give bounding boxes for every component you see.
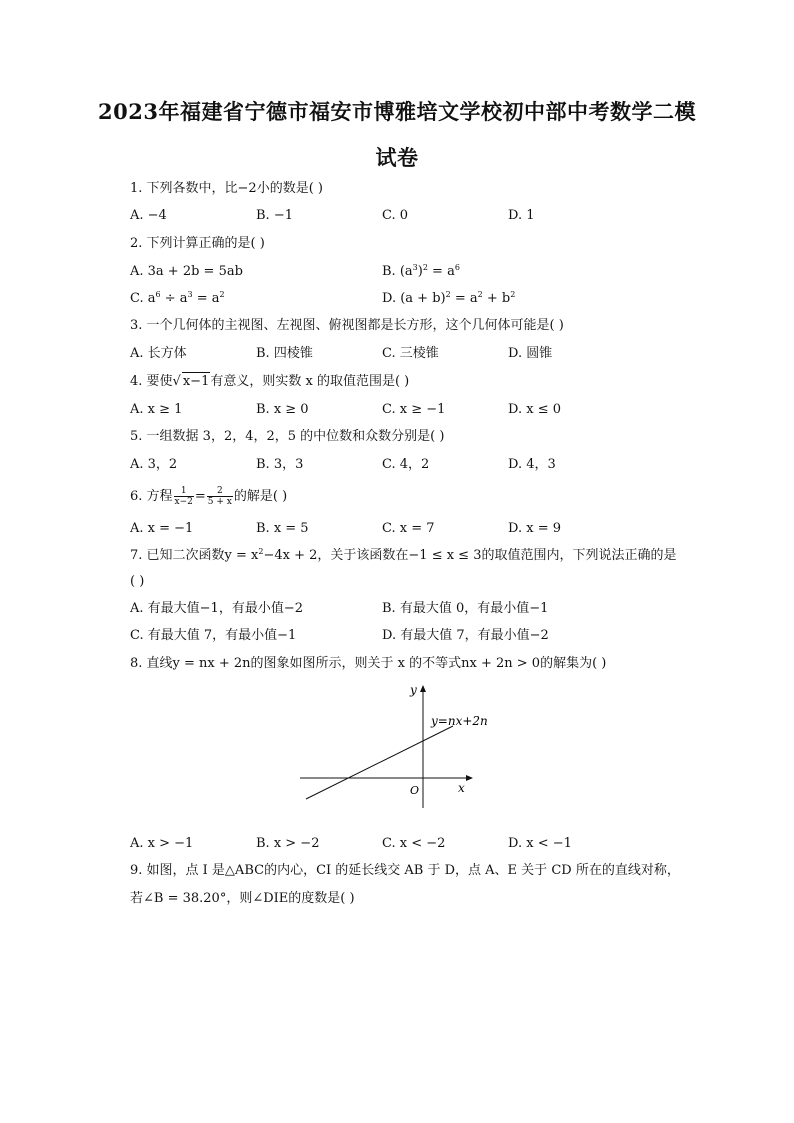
q1-option-d: D. 1: [508, 208, 535, 223]
q6-option-c: C. x = 7: [382, 521, 435, 536]
q4-option-a: A. x ≥ 1: [130, 402, 183, 417]
question-1-stem: 1. 下列各数中，比−2小的数是( ): [130, 181, 323, 196]
q5-option-c: C. 4，2: [382, 457, 430, 472]
y-axis-label: y: [410, 683, 417, 697]
question-3-stem: 3. 一个几何体的主视图、左视图、俯视图都是长方形，这个几何体可能是( ): [130, 318, 564, 333]
q5-option-a: A. 3，2: [130, 457, 178, 472]
q3-option-b: B. 四棱锥: [256, 346, 313, 361]
q2-option-a: A. 3a + 2b = 5ab: [130, 264, 243, 279]
q8-option-a: A. x > −1: [130, 836, 194, 851]
question-6-stem: 6. 方程 $\frac{1}{x-2}$ = $\frac{2}{5 + x}$ 的解是( ): [130, 486, 288, 507]
origin-label: O: [410, 784, 420, 797]
q3-option-c: C. 三棱锥: [382, 346, 439, 361]
q8-option-b: B. x > −2: [256, 836, 320, 851]
q1-option-c: C. 0: [382, 208, 409, 223]
q4-option-b: B. x ≥ 0: [256, 402, 309, 417]
function-line: [306, 726, 453, 799]
q7-option-d: D. 有最大值 7，有最小值−2: [382, 628, 549, 643]
question-9-stem: 9. 如图，点 I 是△ABC的内心，CI 的延长线交 AB 于 D，点 A、E 关于 CD 所在的直线对称，: [130, 863, 680, 878]
question-4-stem: 4. 要使√ x−1有意义，则实数 x 的取值范围是( ): [130, 374, 410, 389]
q7-option-c: C. 有最大值 7，有最小值−1: [130, 628, 297, 643]
q3-option-a: A. 长方体: [130, 346, 187, 361]
q4-option-d: D. x ≤ 0: [508, 402, 561, 417]
q4-option-c: C. x ≥ −1: [382, 402, 446, 417]
q1-option-a: A. −4: [130, 208, 167, 223]
q7-option-a: A. 有最大值−1，有最小值−2: [130, 601, 303, 616]
question-9-stem-continued: 若∠B = 38.20°，则∠DIE的度数是( ): [130, 891, 355, 906]
q5-option-d: D. 4，3: [508, 457, 556, 472]
radicand: x−1: [182, 374, 210, 389]
q3-option-d: D. 圆锥: [508, 346, 553, 361]
q2-option-b: B. $(a^3)^2 = a^6$: [382, 263, 460, 279]
question-7-stem: 7. 已知二次函数$y = x^2-4x + 2$，关于该函数在−1 ≤ x ≤ 3的取值范围内，下列说法正确的是: [130, 547, 677, 563]
q8-option-d: D. x < −1: [508, 836, 572, 851]
q6-option-d: D. x = 9: [508, 521, 561, 536]
q1-option-b: B. −1: [256, 208, 293, 223]
q7-option-b: B. 有最大值 0，有最小值−1: [382, 601, 549, 616]
line-label: y=nx+2n: [431, 714, 488, 728]
fraction-2: $\frac{2}{5 + x}$: [207, 486, 232, 507]
q8-option-c: C. x < −2: [382, 836, 446, 851]
q2-option-c: C. $a^6 \div a^3 = a^2$: [130, 290, 225, 306]
question-2-stem: 2. 下列计算正确的是( ): [130, 236, 265, 251]
q6-option-a: A. x = −1: [130, 521, 194, 536]
exam-title-line1: 2023年福建省宁德市福安市博雅培文学校初中部中考数学二模: [98, 99, 696, 124]
x-axis-label: x: [458, 781, 465, 795]
question-8-stem: 8. 直线y = nx + 2n的图象如图所示，则关于 x 的不等式nx + 2n > 0的解集为( ): [130, 656, 607, 671]
linear-function-graph: [296, 680, 488, 810]
question-5-stem: 5. 一组数据 3，2，4，2，5 的中位数和众数分别是( ): [130, 429, 445, 444]
q2-option-d: D. $(a + b)^2 = a^2 + b^2$: [382, 290, 516, 306]
q5-option-b: B. 3，3: [256, 457, 304, 472]
fraction-1: $\frac{1}{x-2}$: [174, 486, 193, 507]
question-7-stem-continued: ( ): [130, 574, 145, 589]
q6-option-b: B. x = 5: [256, 521, 309, 536]
exam-title-line2: 试卷: [375, 145, 419, 170]
